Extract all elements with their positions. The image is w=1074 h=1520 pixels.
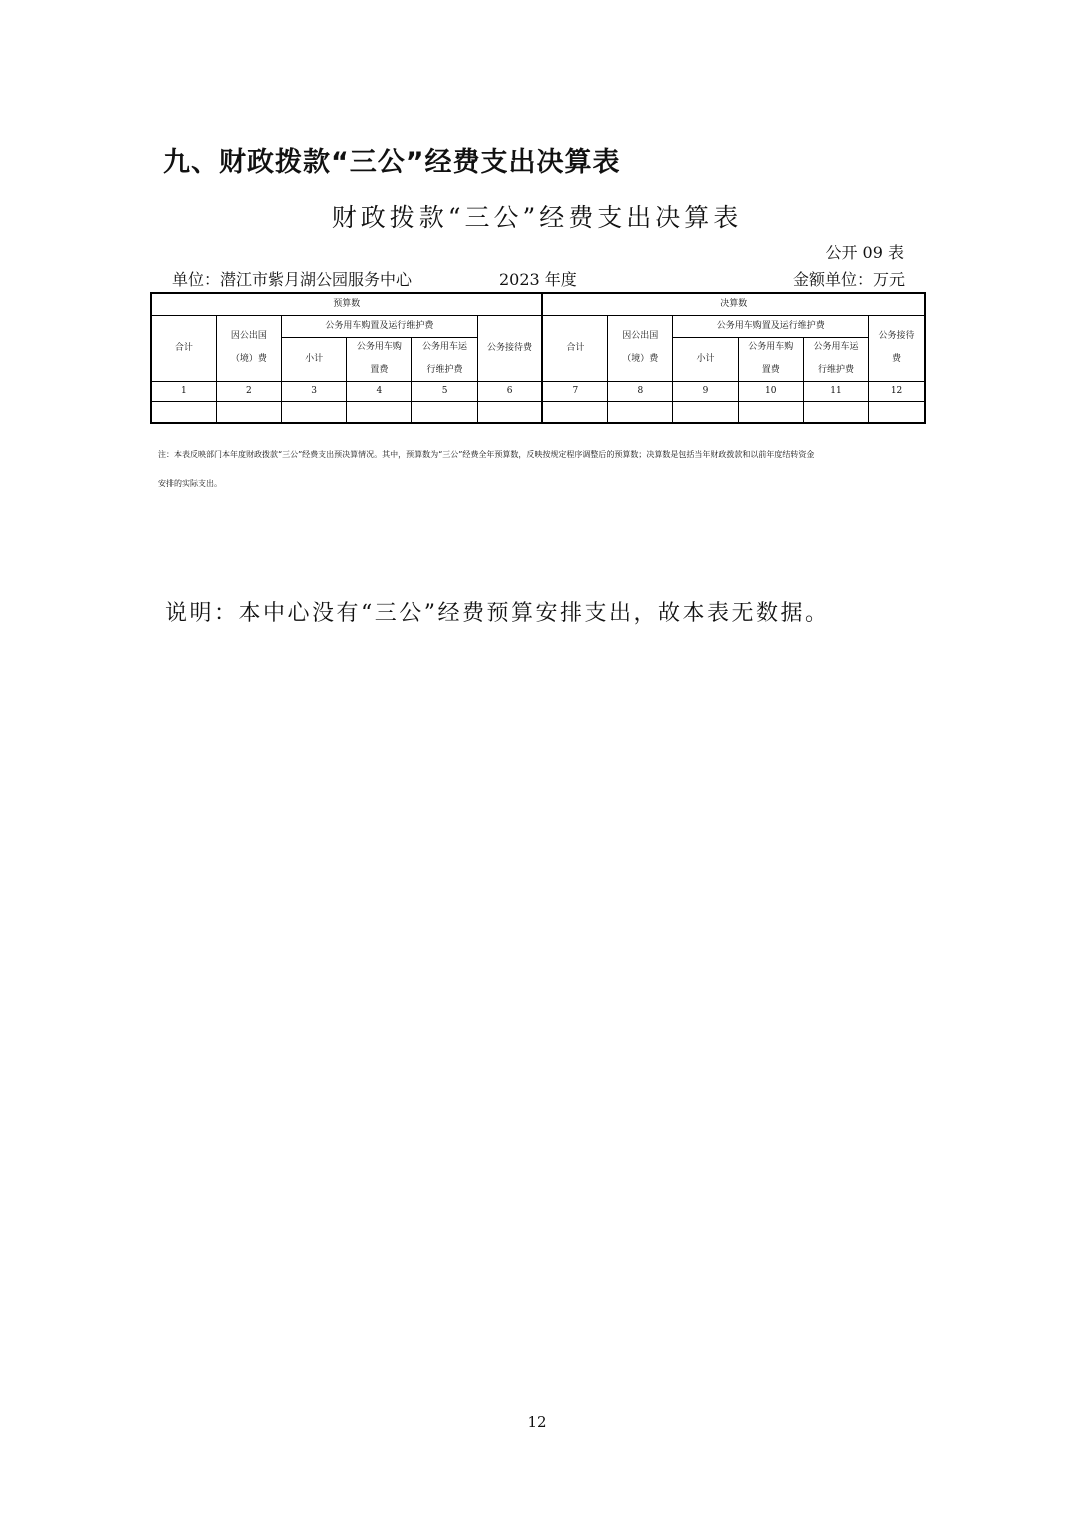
- table-cell: [216, 401, 281, 423]
- budget-abroad-header-line2: （境）费: [230, 354, 267, 364]
- final-reception-header-line1: 公务接待: [878, 331, 915, 341]
- table-cell: [803, 401, 868, 423]
- final-reception-header-line2: 费: [892, 354, 902, 364]
- final-abroad-header-line2: （境）费: [622, 354, 659, 364]
- column-number: 11: [803, 381, 868, 401]
- budget-abroad-header-line1: 因公出国: [230, 331, 267, 341]
- budget-operation-header-line2: 行维护费: [426, 365, 463, 375]
- table-meta-row: [172, 267, 905, 289]
- table-cell: [412, 401, 477, 423]
- final-total-header: 合计: [542, 315, 607, 381]
- final-subtotal-header: 小计: [673, 337, 738, 381]
- amount-unit: 金额单位：万元: [792, 270, 905, 289]
- column-number: 1: [151, 381, 216, 401]
- final-operation-header-line2: 行维护费: [818, 365, 855, 375]
- final-purchase-header-line1: 公务用车购: [748, 342, 794, 352]
- budget-reception-header: 公务接待费: [477, 315, 542, 381]
- column-number: 9: [673, 381, 738, 401]
- final-group-header: 决算数: [542, 293, 925, 315]
- final-purchase-header: [738, 337, 803, 381]
- budget-total-header: 合计: [151, 315, 216, 381]
- column-number: 6: [477, 381, 542, 401]
- budget-vehicle-group-header: 公务用车购置及运行维护费: [281, 315, 477, 337]
- reporting-unit: 单位：潜江市紫月湖公园服务中心: [172, 270, 413, 289]
- fiscal-year: 2023 年度: [499, 270, 577, 289]
- table-cell: [477, 401, 542, 423]
- footnote-line: 安排的实际支出。: [158, 479, 222, 488]
- budget-subtotal-header: 小计: [281, 337, 346, 381]
- budget-purchase-header-line2: 置费: [370, 365, 389, 375]
- table-cell: [608, 401, 673, 423]
- page-number: 12: [527, 1413, 547, 1431]
- table-cell: [673, 401, 738, 423]
- table-cell: [738, 401, 803, 423]
- budget-operation-header-line1: 公务用车运: [422, 342, 468, 352]
- form-code: 公开 09 表: [825, 243, 904, 262]
- table-cell: [281, 401, 346, 423]
- final-vehicle-group-header: 公务用车购置及运行维护费: [673, 315, 869, 337]
- column-number: 7: [542, 381, 607, 401]
- final-purchase-header-line2: 置费: [761, 365, 780, 375]
- final-operation-header-line1: 公务用车运: [813, 342, 859, 352]
- column-number-row: [151, 381, 925, 401]
- budget-abroad-header: [216, 315, 281, 381]
- table-title: 财政拨款“三公”经费支出决算表: [331, 203, 743, 232]
- footnote-line: 注：本表反映部门本年度财政拨款“三公”经费支出预决算情况。其中，预算数为“三公”经费全年预算数，反映按规定程序调整后的预算数；决算数是包括当年财政拨款和以前年度结转资金: [158, 450, 815, 459]
- final-abroad-header: [608, 315, 673, 381]
- budget-operation-header: [412, 337, 477, 381]
- final-operation-header: [803, 337, 868, 381]
- budget-purchase-header: [347, 337, 412, 381]
- table-cell: [347, 401, 412, 423]
- table-cell: [542, 401, 607, 423]
- column-number: 12: [869, 381, 925, 401]
- group-header-row: [151, 293, 925, 315]
- column-number: 2: [216, 381, 281, 401]
- column-number: 5: [412, 381, 477, 401]
- column-number: 8: [608, 381, 673, 401]
- column-number: 10: [738, 381, 803, 401]
- table-row: [151, 401, 925, 423]
- section-heading: 九、财政拨款“三公”经费支出决算表: [163, 147, 621, 178]
- column-number: 4: [347, 381, 412, 401]
- budget-group-header: 预算数: [151, 293, 542, 315]
- header-row-1: [151, 315, 925, 337]
- table-footnote: [158, 440, 928, 498]
- table-cell: [151, 401, 216, 423]
- final-abroad-header-line1: 因公出国: [622, 331, 659, 341]
- column-number: 3: [281, 381, 346, 401]
- three-public-expenses-table: [150, 292, 926, 424]
- table-cell: [869, 401, 925, 423]
- explanation-note: 说明：本中心没有“三公”经费预算安排支出，故本表无数据。: [165, 601, 830, 626]
- budget-purchase-header-line1: 公务用车购: [356, 342, 402, 352]
- final-reception-header: [869, 315, 925, 381]
